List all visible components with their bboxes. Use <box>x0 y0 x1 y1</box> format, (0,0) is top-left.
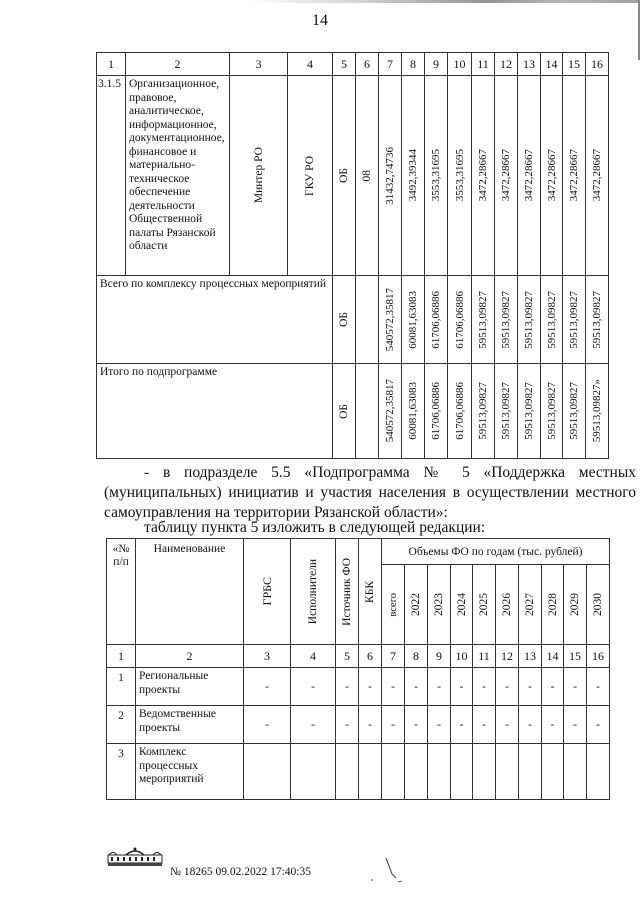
col-num: 8 <box>405 645 428 668</box>
col-num: 16 <box>587 645 610 668</box>
header-year: всего <box>387 592 399 617</box>
header-source: Источник ФО <box>341 557 353 626</box>
column-number-row <box>97 53 609 76</box>
col-num: 3 <box>244 645 291 668</box>
col-num: 13 <box>518 53 541 76</box>
col-num: 14 <box>542 645 564 668</box>
cell: - <box>428 706 451 744</box>
header-year: 2029 <box>569 593 581 616</box>
value-cell: 540572,35817 <box>384 379 396 443</box>
col-num: 6 <box>356 53 379 76</box>
col-num: 5 <box>336 645 359 668</box>
col-num: 4 <box>291 645 336 668</box>
cell: - <box>519 706 542 744</box>
value-cell: 59513,09827 <box>545 290 558 349</box>
value-cell: 59513,09827 <box>523 382 535 440</box>
value-cell: 59513,09827» <box>591 379 603 443</box>
kbk-cell: 08 <box>361 169 373 182</box>
value-cell: 3492,39344 <box>407 149 419 202</box>
cell <box>496 744 519 800</box>
col-num: 7 <box>382 645 405 668</box>
cell: - <box>542 706 564 744</box>
cell: - <box>451 706 473 744</box>
col-num: 9 <box>425 53 448 76</box>
cell <box>291 744 336 800</box>
cell: - <box>451 668 473 706</box>
column-number-row <box>107 645 610 668</box>
header-num: «№ п/п <box>107 539 136 645</box>
value-cell: 59513,09827 <box>568 290 580 349</box>
subprogram5-table <box>106 538 610 800</box>
cell: - <box>473 668 496 706</box>
scan-edge <box>250 0 640 3</box>
signature-mark-icon <box>358 856 408 888</box>
cell: - <box>336 668 359 706</box>
cell: - <box>542 668 564 706</box>
value-cell: 59513,09827 <box>523 290 535 349</box>
value-cell: 59513,09827 <box>477 382 489 440</box>
col-num: 10 <box>451 645 473 668</box>
cell <box>587 744 610 800</box>
cell <box>244 744 291 800</box>
row-name: Ведомственные проекты <box>136 706 244 744</box>
value-cell: 540572,35817 <box>384 287 396 352</box>
cell <box>451 744 473 800</box>
col-num: 13 <box>519 645 542 668</box>
instruction-paragraph: таблицу пункта 5 изложить в следующей редакции: <box>144 519 486 536</box>
cell <box>405 744 428 800</box>
value-cell: 3472,28667 <box>523 149 535 202</box>
cell: - <box>291 706 336 744</box>
cell: - <box>405 668 428 706</box>
col-num: 8 <box>402 53 425 76</box>
col-num: 11 <box>472 53 495 76</box>
col-num: 9 <box>428 645 451 668</box>
col-num: 1 <box>97 53 126 76</box>
col-num: 12 <box>496 645 519 668</box>
amendment-paragraph: - в подразделе 5.5 «Подпрограмма № 5 «Поддержка местных (муниципальных) инициатив и участия населения в осуществлении местного самоуправления на территории Рязанской области»: <box>104 464 636 521</box>
cell <box>428 744 451 800</box>
header-year: 2022 <box>410 593 422 616</box>
executor-cell: ГКУ РО <box>304 155 316 196</box>
value-cell: 59513,09827 <box>568 382 580 440</box>
cell: - <box>382 706 405 744</box>
header-year: 2028 <box>546 593 559 616</box>
value-cell: 3472,28667 <box>545 149 558 202</box>
cell: - <box>564 706 587 744</box>
funding-table-continuation <box>96 52 609 459</box>
col-num: 1 <box>107 645 136 668</box>
cell: - <box>336 706 359 744</box>
total-subprogram-label: Итого по подпрограмме <box>97 364 333 459</box>
cell: - <box>382 668 405 706</box>
value-cell: 3472,28667 <box>500 149 512 202</box>
value-cell: 60081,63083 <box>407 382 419 440</box>
header-year: 2026 <box>501 593 513 616</box>
value-cell: 31432,74736 <box>384 146 396 205</box>
header-row-1 <box>107 539 610 565</box>
header-year: 2027 <box>524 593 536 616</box>
total-complex-label: Всего по комплексу процессных мероприятий <box>97 276 333 364</box>
document-registration-mark: № 18265 09.02.2022 17:40:35 <box>170 866 311 878</box>
item-number: 3.1.5 <box>97 76 126 276</box>
col-num: 6 <box>359 645 382 668</box>
source-cell: ОБ <box>338 403 350 419</box>
row-num: 2 <box>107 706 136 744</box>
col-num: 2 <box>136 645 244 668</box>
table-row-total-subprogram <box>97 364 609 459</box>
cell: - <box>496 668 519 706</box>
value-cell: 3472,28667 <box>477 149 489 202</box>
col-num: 15 <box>564 645 587 668</box>
cell <box>336 744 359 800</box>
value-cell: 3553,31695 <box>453 149 466 202</box>
cell <box>564 744 587 800</box>
header-kbk: КБК <box>364 580 376 603</box>
table-row-regional-projects <box>107 668 610 706</box>
value-cell: 61706,06886 <box>453 290 466 349</box>
col-num: 4 <box>288 53 333 76</box>
value-cell: 59513,09827 <box>477 290 489 349</box>
table-row-process-complex <box>107 744 610 800</box>
col-num: 7 <box>379 53 402 76</box>
cell: - <box>473 706 496 744</box>
table-row-3-1-5 <box>97 76 609 276</box>
cell <box>359 744 382 800</box>
cell: - <box>519 668 542 706</box>
cell <box>519 744 542 800</box>
value-cell: 3553,31695 <box>430 149 442 202</box>
row-num: 3 <box>107 744 136 800</box>
source-cell: ОБ <box>338 312 350 327</box>
value-cell: 59513,09827 <box>591 290 603 349</box>
value-cell: 3472,28667 <box>591 149 603 202</box>
col-num: 5 <box>333 53 356 76</box>
cell <box>382 744 405 800</box>
source-cell: ОБ <box>338 168 350 183</box>
col-num: 15 <box>563 53 586 76</box>
header-year: 2025 <box>478 593 490 616</box>
page-number: 14 <box>312 12 328 29</box>
cell: - <box>587 668 610 706</box>
cell: - <box>587 706 610 744</box>
col-num: 10 <box>448 53 472 76</box>
col-num: 11 <box>473 645 496 668</box>
header-year: 2024 <box>455 593 468 616</box>
value-cell: 59513,09827 <box>545 382 558 440</box>
table-row-departmental-projects <box>107 706 610 744</box>
col-num: 3 <box>230 53 288 76</box>
header-year: 2030 <box>592 593 604 616</box>
cell: - <box>244 706 291 744</box>
building-stamp-icon <box>106 846 164 868</box>
grbs-cell: Минтер РО <box>252 147 265 204</box>
cell: - <box>496 706 519 744</box>
table-row-total-complex <box>97 276 609 364</box>
cell: - <box>244 668 291 706</box>
col-num: 16 <box>586 53 609 76</box>
value-cell: 61706,06886 <box>430 382 442 440</box>
value-cell: 61706,06886 <box>453 382 466 440</box>
row-name: Региональные проекты <box>136 668 244 706</box>
cell: - <box>359 706 382 744</box>
cell: - <box>428 668 451 706</box>
item-name: Организационное, правовое, аналитическое, информационное, документационное, финансовое и материально-техническое обеспечение деятельности Общественной палаты Рязанской области <box>126 76 230 276</box>
value-cell: 59513,09827 <box>500 290 512 349</box>
cell: - <box>564 668 587 706</box>
value-cell: 59513,09827 <box>500 382 512 440</box>
row-num: 1 <box>107 668 136 706</box>
cell: - <box>405 706 428 744</box>
value-cell: 3472,28667 <box>568 149 580 202</box>
header-grbs: ГРБС <box>259 577 274 606</box>
cell <box>473 744 496 800</box>
col-num: 2 <box>126 53 230 76</box>
header-executors: Исполнители <box>307 558 319 625</box>
value-cell: 60081,63083 <box>407 290 419 349</box>
header-volumes: Объемы ФО по годам (тыс. рублей) <box>382 539 610 565</box>
row-name: Комплекс процессных мероприятий <box>136 744 244 800</box>
value-cell: 61706,06886 <box>430 290 442 349</box>
col-num: 14 <box>541 53 563 76</box>
cell: - <box>359 668 382 706</box>
cell <box>542 744 564 800</box>
col-num: 12 <box>495 53 518 76</box>
header-name: Наименование <box>136 539 244 645</box>
header-year: 2023 <box>433 593 445 616</box>
cell: - <box>291 668 336 706</box>
